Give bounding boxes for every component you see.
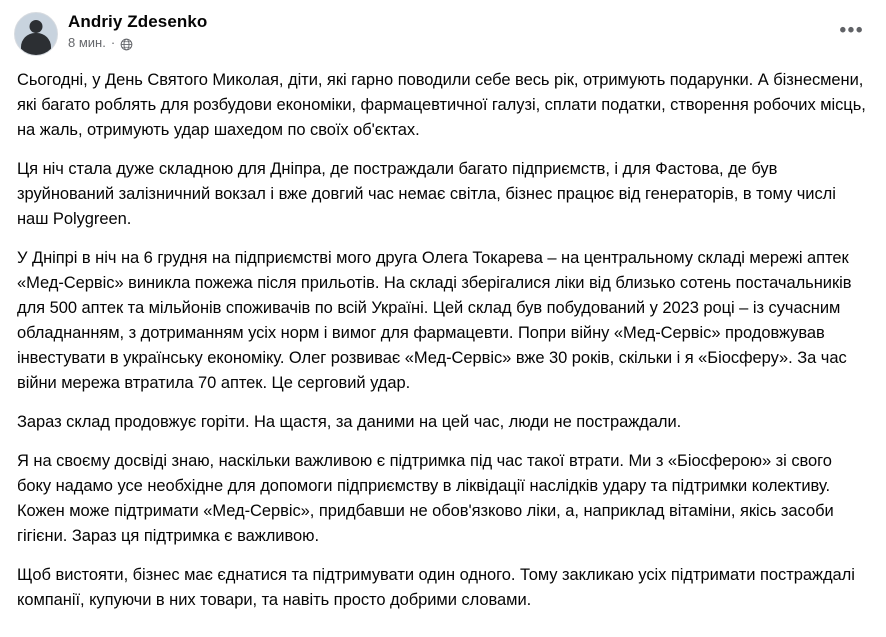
post-paragraph: Сьогодні, у День Святого Миколая, діти, які гарно поводили себе весь рік, отримують подарунки. А бізнесмени, які багато роблять для розбудови економіки, фармацевтичної галузі, сплати податки, створення робочих місць, на жаль, отримують удар шахедом по своїх об'єктах.	[17, 71, 866, 139]
post-options-menu-icon[interactable]: •••	[839, 20, 864, 41]
author-name[interactable]: Andriy Zdesenko	[68, 12, 208, 31]
meta-separator: ·	[110, 35, 116, 50]
post-meta	[68, 35, 207, 51]
post-paragraph: Я на своєму досвіді знаю, наскільки важливою є підтримка під час такої втрати. Ми з «Біосферою» зі свого боку надамо усе необхідне для допомоги підприємству в ліквідації наслідків удару та підтримки колективу. Кожен може підтримати «Мед-Сервіс», придбавши не обов'язково ліки, а, наприклад вітаміни, якісь засоби гігієни. Зараз ця підтримка є важливою.	[17, 452, 834, 545]
post-paragraph: Ця ніч стала дуже складною для Дніпра, де постраждали багато підприємств, і для Фастова, де був зруйнований залізничний вокзал і вже довгий час немає світла, бізнес працює від генераторів, в тому числі наш Polygreen.	[17, 160, 836, 228]
avatar-body-shape	[21, 33, 51, 55]
post-paragraph: У Дніпрі в ніч на 6 грудня на підприємстві мого друга Олега Токарева – на центральному складі мережі аптек «Мед-Сервіс» виникла пожежа після прильотів. На складі зберігалися ліки від близько сотень постачальників для 500 аптек та мільйонів споживачів по всій Україні. Цей склад був побудований у 2023 році – із сучасним обладнанням, з дотриманням усіх норм і вимог для фармацевти. Попри війну «Мед-Сервіс» продовжував інвестувати в українську економіку. Олег розвиває «Мед-Сервіс» вже 30 років, скільки і я «Біосферу». За час війни мережа втратила 70 аптек. Це серговий удар.	[17, 249, 852, 392]
avatar[interactable]	[14, 12, 58, 56]
avatar-head-shape	[30, 20, 43, 33]
post-timestamp[interactable]: 8 мин.	[68, 35, 106, 50]
post-header-text	[68, 10, 207, 51]
post-header	[0, 0, 886, 60]
post-body	[0, 60, 886, 613]
post-paragraph: Щоб вистояти, бізнес має єднатися та підтримувати один одного. Тому закликаю усіх підтримати постраждалі компанії, купуючи в них товари, та навіть просто добрими словами.	[17, 566, 855, 609]
globe-icon	[120, 38, 133, 51]
post-paragraph: Зараз склад продовжує горіти. На щастя, за даними на цей час, люди не постраждали.	[17, 413, 682, 431]
